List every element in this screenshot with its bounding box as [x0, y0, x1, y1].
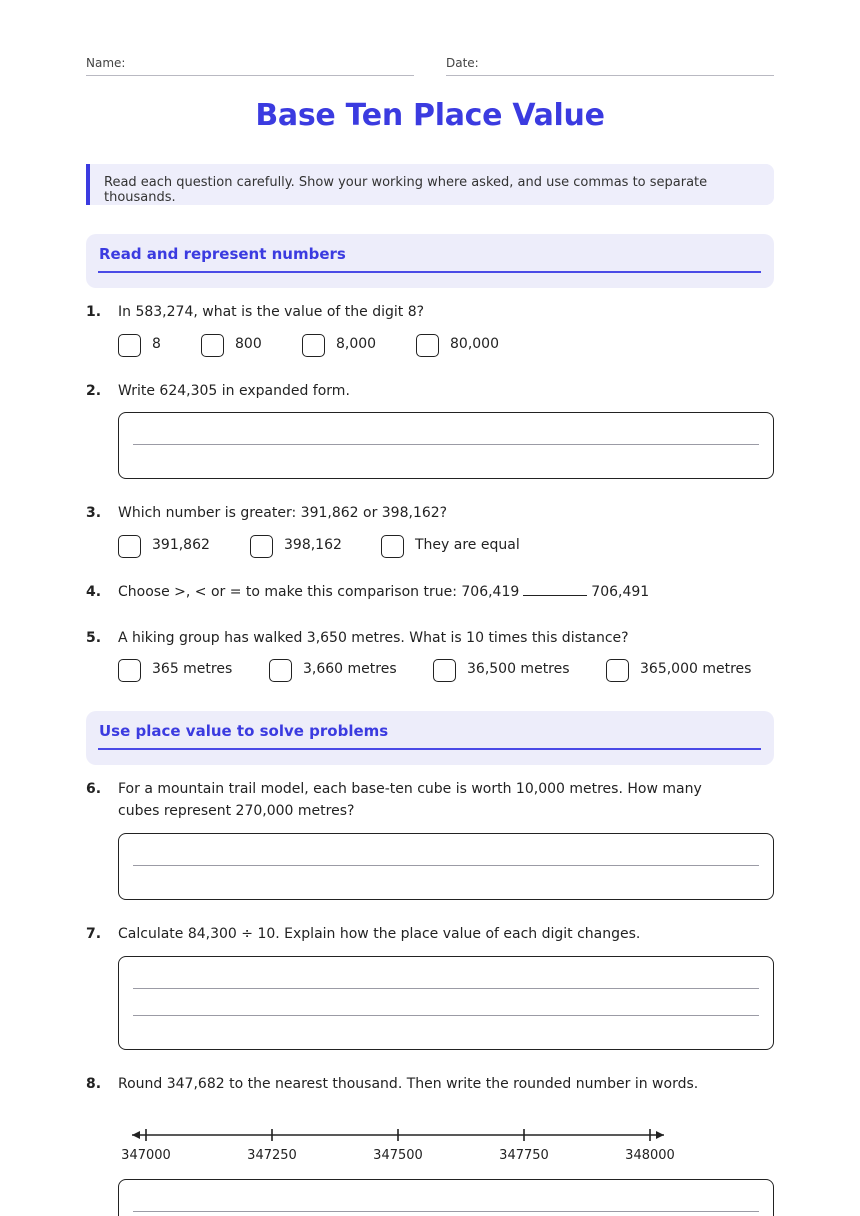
- tick-label: 347000: [121, 1148, 171, 1163]
- name-label: Name:: [86, 56, 126, 70]
- option-label: 398,162: [284, 537, 342, 553]
- checkbox-icon[interactable]: [118, 334, 141, 357]
- question-text: In 583,274, what is the value of the digit 8?: [118, 304, 425, 320]
- section-rule: [98, 271, 761, 273]
- section-header-solve-problems: [86, 711, 774, 765]
- question-text: Which number is greater: 391,862 or 398,162?: [118, 505, 448, 521]
- section-title: Use place value to solve problems: [99, 722, 389, 740]
- section-rule: [98, 748, 761, 750]
- tick-label: 347250: [247, 1148, 297, 1163]
- arrow-right-icon: [656, 1131, 664, 1139]
- question-number: 1.: [86, 304, 102, 320]
- answer-line: [133, 1015, 759, 1016]
- answer-line: [133, 444, 759, 445]
- answer-line: [133, 988, 759, 989]
- section-title: Read and represent numbers: [99, 245, 346, 263]
- section-header-read-represent: [86, 234, 774, 288]
- question-text: Write 624,305 in expanded form.: [118, 383, 350, 399]
- option-label: 365,000 metres: [640, 661, 752, 677]
- checkbox-icon[interactable]: [269, 659, 292, 682]
- option-label: 391,862: [152, 537, 210, 553]
- answer-box[interactable]: [118, 1179, 774, 1216]
- question-text-before: Choose >, < or = to make this comparison true: 706,419: [118, 584, 520, 600]
- question-number: 6.: [86, 781, 102, 797]
- checkbox-icon[interactable]: [118, 659, 141, 682]
- number-line: [118, 1120, 698, 1170]
- checkbox-icon[interactable]: [201, 334, 224, 357]
- option-label: 365 metres: [152, 661, 233, 677]
- instructions-text: Read each question carefully. Show your working where asked, and use commas to separate thousands.: [104, 175, 708, 205]
- checkbox-icon[interactable]: [118, 535, 141, 558]
- question-number: 8.: [86, 1076, 102, 1092]
- question-text: Calculate 84,300 ÷ 10. Explain how the place value of each digit changes.: [118, 926, 641, 942]
- checkbox-icon[interactable]: [606, 659, 629, 682]
- checkbox-icon[interactable]: [381, 535, 404, 558]
- checkbox-icon[interactable]: [433, 659, 456, 682]
- date-label: Date:: [446, 56, 479, 70]
- question-number: 4.: [86, 584, 102, 600]
- question-number: 5.: [86, 630, 102, 646]
- checkbox-icon[interactable]: [416, 334, 439, 357]
- option-label: 36,500 metres: [467, 661, 570, 677]
- number-line-svg: [118, 1120, 698, 1150]
- tick-label: 347750: [499, 1148, 549, 1163]
- question-text: For a mountain trail model, each base-ten cube is worth 10,000 metres. How many cubes represent 270,000 metres?: [118, 781, 702, 819]
- question-number: 3.: [86, 505, 102, 521]
- option-label: 80,000: [450, 336, 499, 352]
- answer-box[interactable]: [118, 956, 774, 1050]
- question-text: A hiking group has walked 3,650 metres. What is 10 times this distance?: [118, 630, 629, 646]
- checkbox-icon[interactable]: [250, 535, 273, 558]
- question-number: 7.: [86, 926, 102, 942]
- option-label: 8,000: [336, 336, 377, 352]
- page-title: Base Ten Place Value: [255, 98, 605, 133]
- instructions-box: [86, 164, 774, 205]
- question-number: 2.: [86, 383, 102, 399]
- option-label: 3,660 metres: [303, 661, 397, 677]
- answer-line: [133, 865, 759, 866]
- question-text: Round 347,682 to the nearest thousand. Then write the rounded number in words.: [118, 1076, 699, 1092]
- tick-label: 348000: [625, 1148, 675, 1163]
- tick-label: 347500: [373, 1148, 423, 1163]
- answer-box[interactable]: [118, 412, 774, 479]
- option-label: 8: [152, 336, 161, 352]
- question-text-after: 706,491: [591, 584, 650, 600]
- question-text: [118, 581, 758, 603]
- name-field[interactable]: [86, 56, 414, 76]
- option-label: They are equal: [415, 537, 520, 553]
- answer-blank[interactable]: [523, 582, 587, 596]
- date-field[interactable]: [446, 56, 774, 76]
- checkbox-icon[interactable]: [302, 334, 325, 357]
- option-label: 800: [235, 336, 262, 352]
- answer-line: [133, 1211, 759, 1212]
- answer-box[interactable]: [118, 833, 774, 900]
- arrow-left-icon: [132, 1131, 140, 1139]
